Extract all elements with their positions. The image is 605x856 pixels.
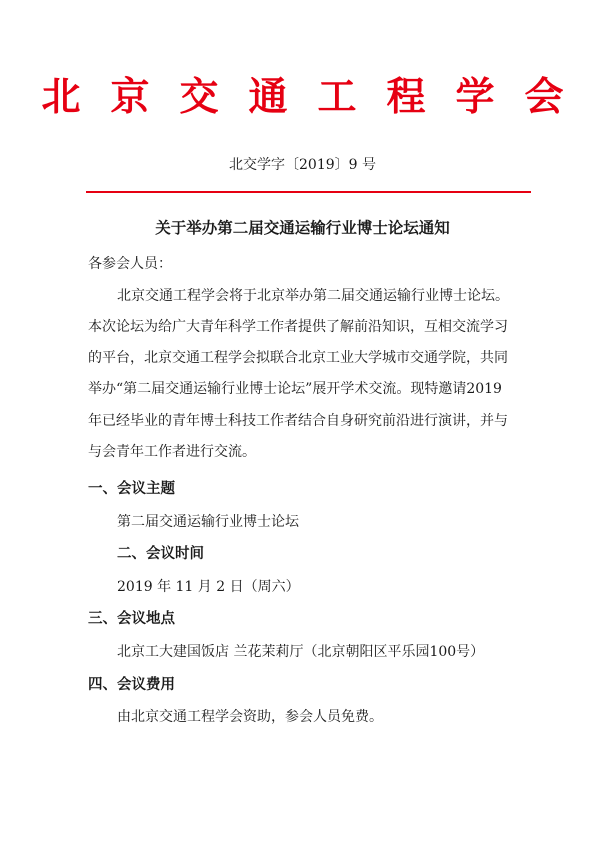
body-line: 举办“第二届交通运输行业博士论坛”展开学术交流。现特邀请2019 (88, 381, 502, 397)
section-content-venue: 北京工大建国饭店 兰花茉莉厅（北京朝阳区平乐园100号） (117, 644, 485, 660)
body-line: 的平台，北京交通工程学会拟联合北京工业大学城市交通学院，共同 (88, 350, 508, 366)
body-line: 年已经毕业的青年博士科技工作者结合自身研究前沿进行演讲，并与 (88, 413, 508, 429)
body-line: 本次论坛为给广大青年科学工作者提供了解前沿知识，互相交流学习 (88, 319, 508, 335)
document-number: 北交学字〔2019〕9 号 (229, 157, 376, 173)
section-content-fees: 由北京交通工程学会资助，参会人员免费。 (117, 709, 383, 725)
body-line: 与会青年工作者进行交流。 (88, 444, 256, 460)
section-heading-time: 二、会议时间 (117, 546, 204, 562)
letterhead-divider (86, 191, 531, 193)
salutation: 各参会人员： (88, 256, 172, 272)
section-heading-theme: 一、会议主题 (88, 481, 175, 497)
organization-letterhead-title: 北京交通工程学会 (41, 74, 594, 120)
body-line: 北京交通工程学会将于北京举办第二届交通运输行业博士论坛。 (117, 288, 509, 304)
section-content-theme: 第二届交通运输行业博士论坛 (117, 514, 299, 530)
section-heading-venue: 三、会议地点 (88, 611, 175, 627)
section-heading-fees: 四、会议费用 (88, 677, 175, 693)
section-content-time: 2019 年 11 月 2 日（周六） (117, 579, 300, 595)
notice-title: 关于举办第二届交通运输行业博士论坛通知 (155, 219, 450, 237)
